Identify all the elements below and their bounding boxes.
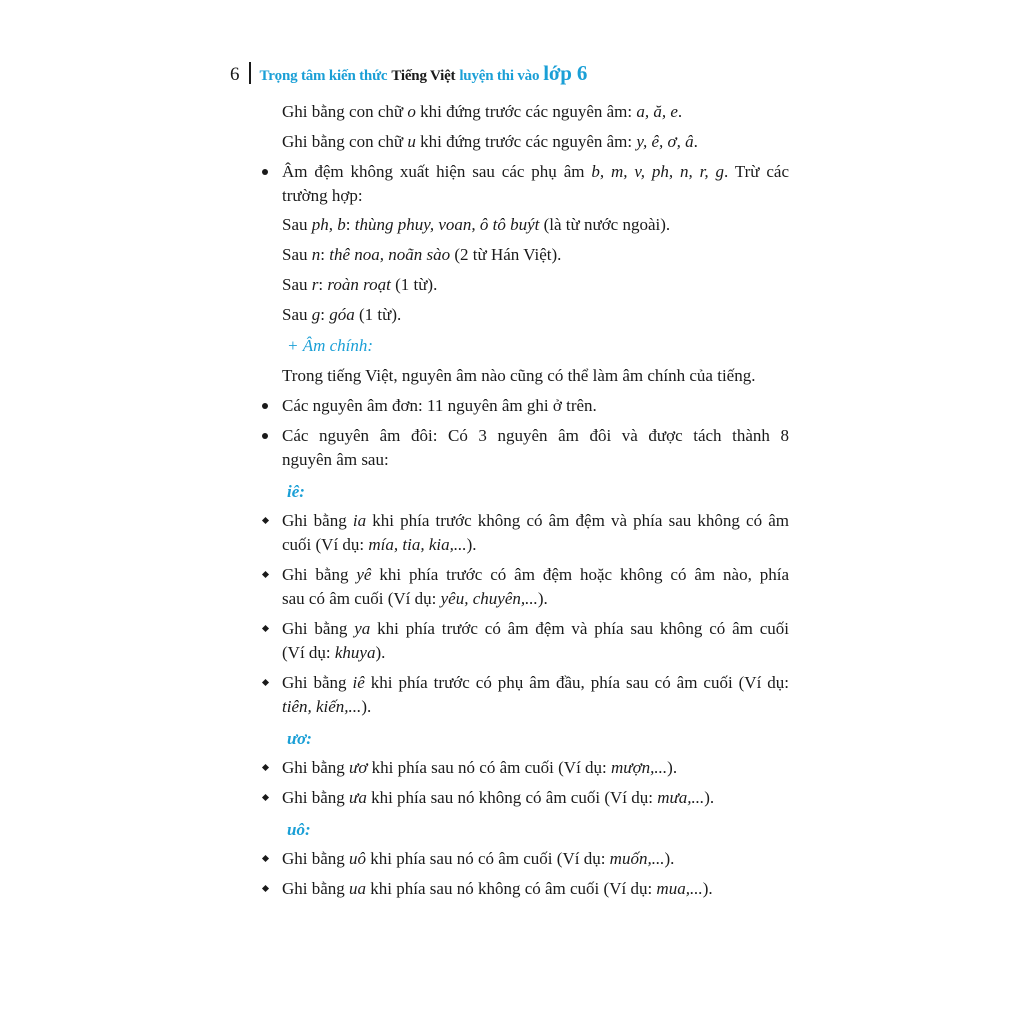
bullet-text-cont: trường hợp: <box>282 186 363 205</box>
paragraph-line <box>282 130 698 154</box>
text: khi phía trước có âm đệm hoặc không có âm nào, phía <box>371 565 789 584</box>
text: khi phía sau nó không có âm cuối (Ví dụ: <box>366 879 657 898</box>
text-italic: ya <box>354 619 371 638</box>
text: Sau <box>282 305 312 324</box>
text-italic: ưa <box>349 788 367 807</box>
text: khi đứng trước các nguyên âm: <box>415 132 637 151</box>
text: Ghi bằng <box>282 788 350 807</box>
text: : <box>345 215 355 234</box>
diamond-bullet <box>262 855 269 862</box>
text-italic: u <box>407 132 416 151</box>
text: (1 từ). <box>390 275 438 294</box>
subsection-heading: ươ: <box>287 729 312 748</box>
diamond-bullet <box>262 571 269 578</box>
text-italic: a, ă, e <box>636 102 678 121</box>
text: khi phía sau nó có âm cuối (Ví dụ: <box>366 849 610 868</box>
text-italic: n <box>311 245 321 264</box>
text: Ghi bằng <box>282 565 357 584</box>
header-title-part1: Trọng tâm kiến thức <box>259 68 388 84</box>
paragraph-line: Trong tiếng Việt, nguyên âm nào cũng có thể làm âm chính của tiếng. <box>282 366 756 385</box>
bullet-text: Các nguyên âm đôi: Có 3 nguyên âm đôi và được tách thành 8 <box>282 426 789 445</box>
text-italic: b, m, v, ph, n, r, g <box>591 162 724 181</box>
text: Ghi bằng <box>282 619 355 638</box>
text: sau có âm cuối (Ví dụ: <box>282 589 441 608</box>
list-item-cont <box>282 587 548 611</box>
text: Sau <box>282 275 312 294</box>
text: cuối (Ví dụ: <box>282 535 369 554</box>
text-italic: thê noa, noãn sào <box>329 245 451 264</box>
text: khi phía trước không có âm đệm và phía sau không có âm <box>366 511 789 530</box>
text-italic: mượn,... <box>611 758 668 777</box>
diamond-bullet <box>262 885 269 892</box>
subsection-heading: iê: <box>287 482 305 501</box>
page-number: 6 <box>230 64 240 85</box>
paragraph-line <box>282 100 682 124</box>
text: ). <box>466 535 477 554</box>
text: ). <box>704 788 715 807</box>
text: ). <box>375 643 386 662</box>
diamond-bullet <box>262 679 269 686</box>
text: . <box>693 132 698 151</box>
text-italic: roàn roạt <box>327 275 391 294</box>
diamond-bullet <box>262 764 269 771</box>
text-italic: ươ <box>349 758 368 777</box>
header-title-part3: luyện thi vào <box>459 68 540 84</box>
paragraph-line <box>282 243 561 267</box>
paragraph-line <box>282 303 401 327</box>
text: (2 từ Hán Việt). <box>450 245 562 264</box>
list-item <box>282 671 789 695</box>
list-item <box>282 877 713 901</box>
text-italic: ph, b <box>311 215 346 234</box>
text: khi phía sau nó có âm cuối (Ví dụ: <box>367 758 612 777</box>
text: . <box>677 102 683 121</box>
text-italic: tiên, kiến,... <box>282 697 362 716</box>
list-item-cont <box>282 533 477 557</box>
text: ). <box>537 589 548 608</box>
text: Âm đệm không xuất hiện sau các phụ âm <box>282 162 592 181</box>
text: khi phía trước có phụ âm đầu, phía sau có âm cuối (Ví dụ: <box>364 673 790 692</box>
text: khi phía sau nó không có âm cuối (Ví dụ: <box>366 788 658 807</box>
diamond-bullet <box>262 794 269 801</box>
text: ). <box>702 879 713 898</box>
header-title-part2: Tiếng Việt <box>391 68 456 84</box>
header-grade: lớp 6 <box>543 61 588 85</box>
text-italic: thùng phuy, voan, ô tô buýt <box>354 215 540 234</box>
text: : <box>318 275 328 294</box>
text: (1 từ). <box>354 305 402 324</box>
list-item-cont <box>282 695 371 719</box>
text-italic: mưa,... <box>657 788 705 807</box>
list-item <box>282 847 674 871</box>
text: Ghi bằng <box>282 758 350 777</box>
text-italic: uô <box>349 849 367 868</box>
text-italic: khuya <box>334 643 376 662</box>
header-divider <box>249 62 251 84</box>
text: Ghi bằng <box>282 879 350 898</box>
text: : <box>320 245 330 264</box>
text: Ghi bằng <box>282 511 353 530</box>
running-header <box>230 58 587 86</box>
diamond-bullet <box>262 625 269 632</box>
section-heading: + Âm chính: <box>287 336 374 355</box>
text: (Ví dụ: <box>282 643 335 662</box>
bullet-dot <box>262 433 268 439</box>
text: ). <box>667 758 678 777</box>
text: . Trừ các <box>723 162 789 181</box>
text-italic: muốn,... <box>609 849 665 868</box>
diamond-bullet <box>262 517 269 524</box>
paragraph-line <box>282 213 670 237</box>
text-italic: iê <box>352 673 365 692</box>
text-italic: yêu, chuyên,... <box>440 589 538 608</box>
list-item <box>282 617 789 641</box>
text-italic: mua,... <box>656 879 703 898</box>
bullet-dot <box>262 169 268 175</box>
text-italic: o <box>407 102 416 121</box>
subsection-heading: uô: <box>287 820 311 839</box>
bullet-text: Các nguyên âm đơn: 11 nguyên âm ghi ở trên. <box>282 396 597 415</box>
text-italic: mía, tia, kia,... <box>368 535 467 554</box>
text: Sau <box>282 215 312 234</box>
bullet-text-cont: nguyên âm sau: <box>282 450 389 469</box>
text: Ghi bằng con chữ <box>282 132 408 151</box>
list-item <box>282 509 789 533</box>
text: Ghi bằng <box>282 673 353 692</box>
text-italic: ia <box>352 511 367 530</box>
text-italic: yê <box>356 565 372 584</box>
list-item <box>282 563 789 587</box>
text: : <box>320 305 330 324</box>
text: Sau <box>282 245 312 264</box>
paragraph-line <box>282 273 437 297</box>
bullet-dot <box>262 403 268 409</box>
list-item <box>282 756 677 780</box>
text: ). <box>664 849 675 868</box>
text: (là từ nước ngoài). <box>539 215 671 234</box>
text: khi đứng trước các nguyên âm: <box>415 102 637 121</box>
text-italic: g <box>311 305 321 324</box>
list-item <box>282 786 714 810</box>
text: Ghi bằng <box>282 849 350 868</box>
text-italic: y, ê, ơ, â <box>636 132 694 151</box>
text: Ghi bằng con chữ <box>282 102 408 121</box>
text-italic: góa <box>329 305 355 324</box>
text: khi phía trước có âm đệm và phía sau không có âm cuối <box>370 619 790 638</box>
text: ). <box>361 697 372 716</box>
text-italic: r <box>311 275 319 294</box>
list-item-cont <box>282 641 385 665</box>
bullet-text <box>282 160 789 184</box>
text-italic: ua <box>349 879 367 898</box>
